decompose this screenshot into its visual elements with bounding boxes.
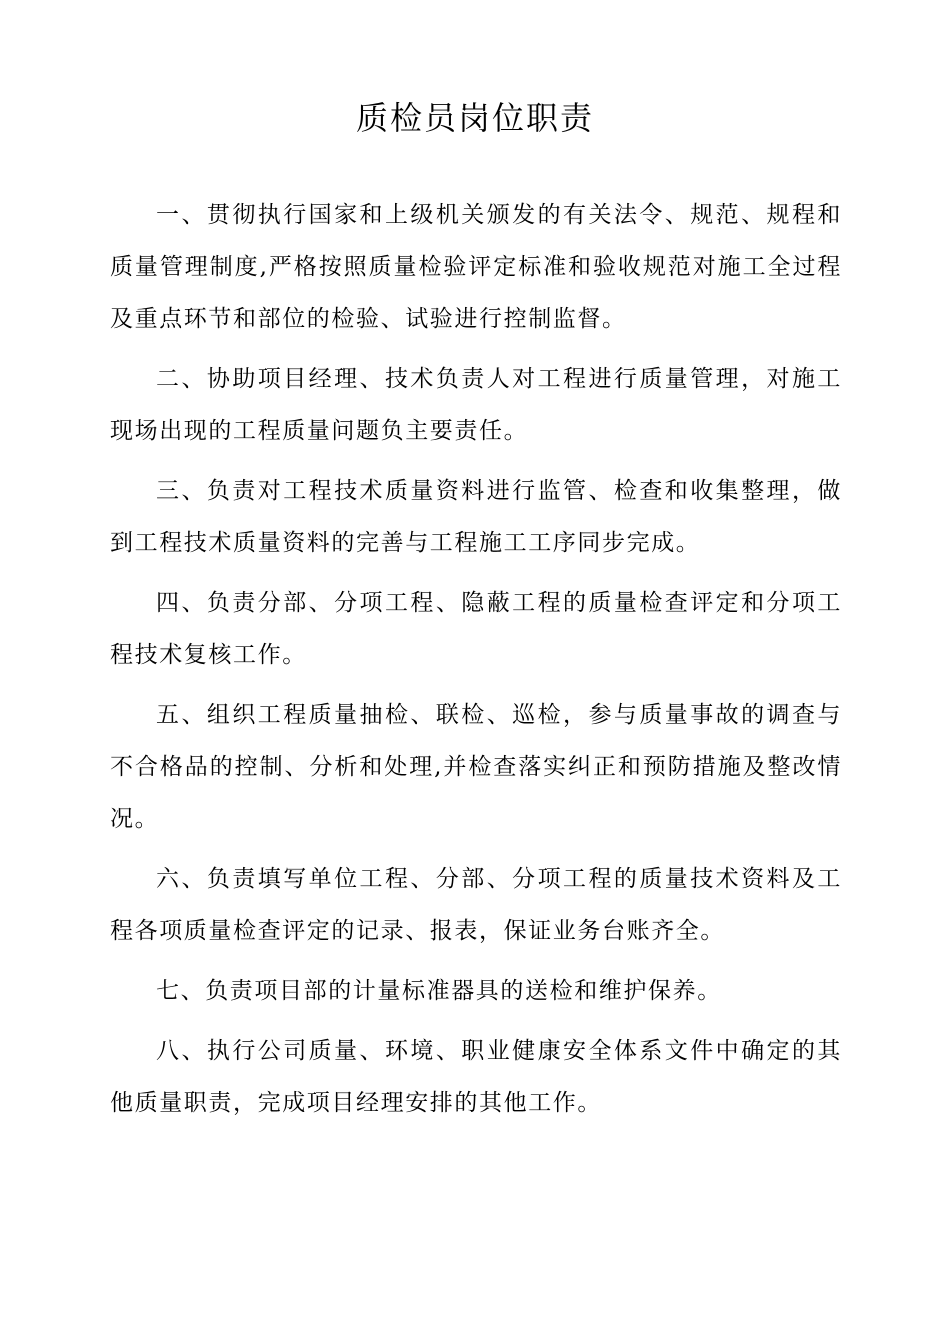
duty-paragraph-3: 三、负责对工程技术质量资料进行监管、检查和收集整理，做到工程技术质量资料的完善与工程施工工序同步完成。: [110, 478, 842, 556]
duty-paragraph-1: 一、贯彻执行国家和上级机关颁发的有关法令、规范、规程和质量管理制度,严格按照质量检验评定标准和验收规范对施工全过程及重点环节和部位的检验、试验进行控制监督。: [110, 202, 842, 332]
duty-paragraph-6: 六、负责填写单位工程、分部、分项工程的质量技术资料及工程各项质量检查评定的记录、报表，保证业务台账齐全。: [110, 866, 842, 944]
document-title: 质检员岗位职责: [355, 99, 594, 137]
duty-paragraph-8: 八、执行公司质量、环境、职业健康安全体系文件中确定的其他质量职责，完成项目经理安排的其他工作。: [110, 1038, 842, 1116]
duty-paragraph-7: 七、负责项目部的计量标准器具的送检和维护保养。: [156, 978, 722, 1004]
duty-paragraph-2: 二、协助项目经理、技术负责人对工程进行质量管理，对施工现场出现的工程质量问题负主要责任。: [110, 366, 842, 444]
duty-paragraph-5: 五、组织工程质量抽检、联检、巡检，参与质量事故的调查与不合格品的控制、分析和处理,并检查落实纠正和预防措施及整改情况。: [110, 702, 842, 832]
document-body: [110, 189, 842, 1137]
duty-paragraph-4: 四、负责分部、分项工程、隐蔽工程的质量检查评定和分项工程技术复核工作。: [110, 590, 842, 668]
